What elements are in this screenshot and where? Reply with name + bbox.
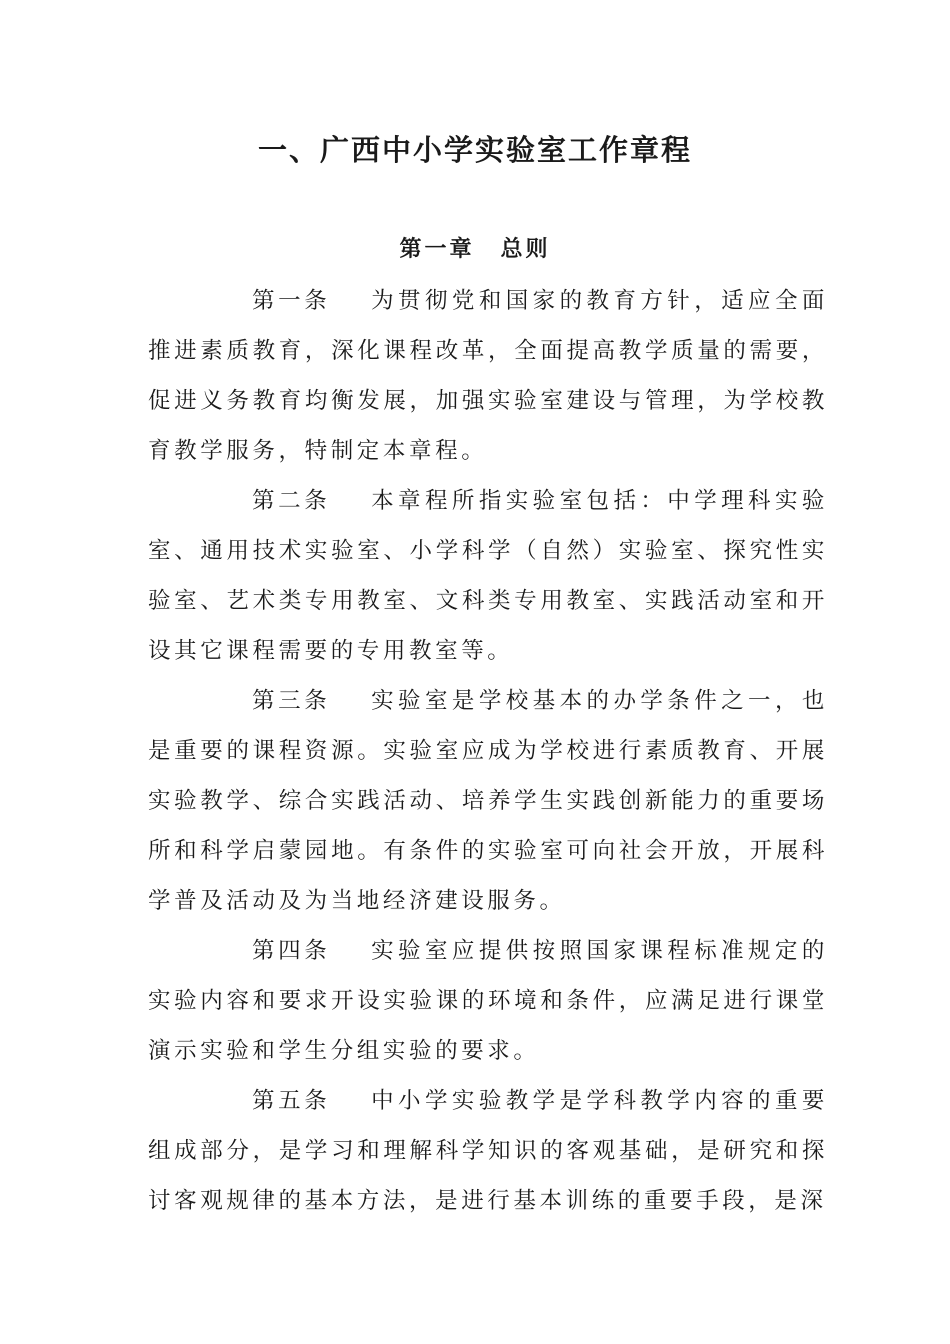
article-text: 实验室应提供按照国家课程标准规定的实验内容和要求开设实验课的环境和条件，应满足进行课堂演示实验和学生分组实验的要求。 [148,938,828,1064]
document-body [148,276,828,1226]
chapter-number: 第一章 [399,236,475,262]
article-text: 中小学实验教学是学科教学内容的重要组成部分，是学习和理解科学知识的客观基础，是研究和探讨客观规律的基本方法，是进行基本训练的重要手段，是深 [148,1088,828,1214]
article-1 [148,276,828,476]
article-text: 本章程所指实验室包括：中学理科实验室、通用技术实验室、小学科学（自然）实验室、探究性实验室、艺术类专用教室、文科类专用教室、实践活动室和开设其它课程需要的专用教室等。 [148,488,828,664]
article-number: 第三条 [252,688,331,714]
article-text: 为贯彻党和国家的教育方针，适应全面推进素质教育，深化课程改革，全面提高教学质量的需要，促进义务教育均衡发展，加强实验室建设与管理，为学校教育教学服务，特制定本章程。 [148,288,828,464]
chapter-heading [0,232,950,263]
chapter-name: 总则 [500,236,551,262]
article-4 [148,926,828,1076]
article-5 [148,1076,828,1226]
article-2 [148,476,828,676]
document-title: 一、广西中小学实验室工作章程 [257,133,692,167]
article-text: 实验室是学校基本的办学条件之一，也是重要的课程资源。实验室应成为学校进行素质教育、开展实验教学、综合实践活动、培养学生实践创新能力的重要场所和科学启蒙园地。有条件的实验室可向社会开放，开展科学普及活动及为当地经济建设服务。 [148,688,828,914]
article-3 [148,676,828,926]
article-number: 第五条 [252,1088,331,1114]
article-number: 第一条 [252,288,331,314]
article-number: 第四条 [252,938,331,964]
article-number: 第二条 [252,488,331,514]
